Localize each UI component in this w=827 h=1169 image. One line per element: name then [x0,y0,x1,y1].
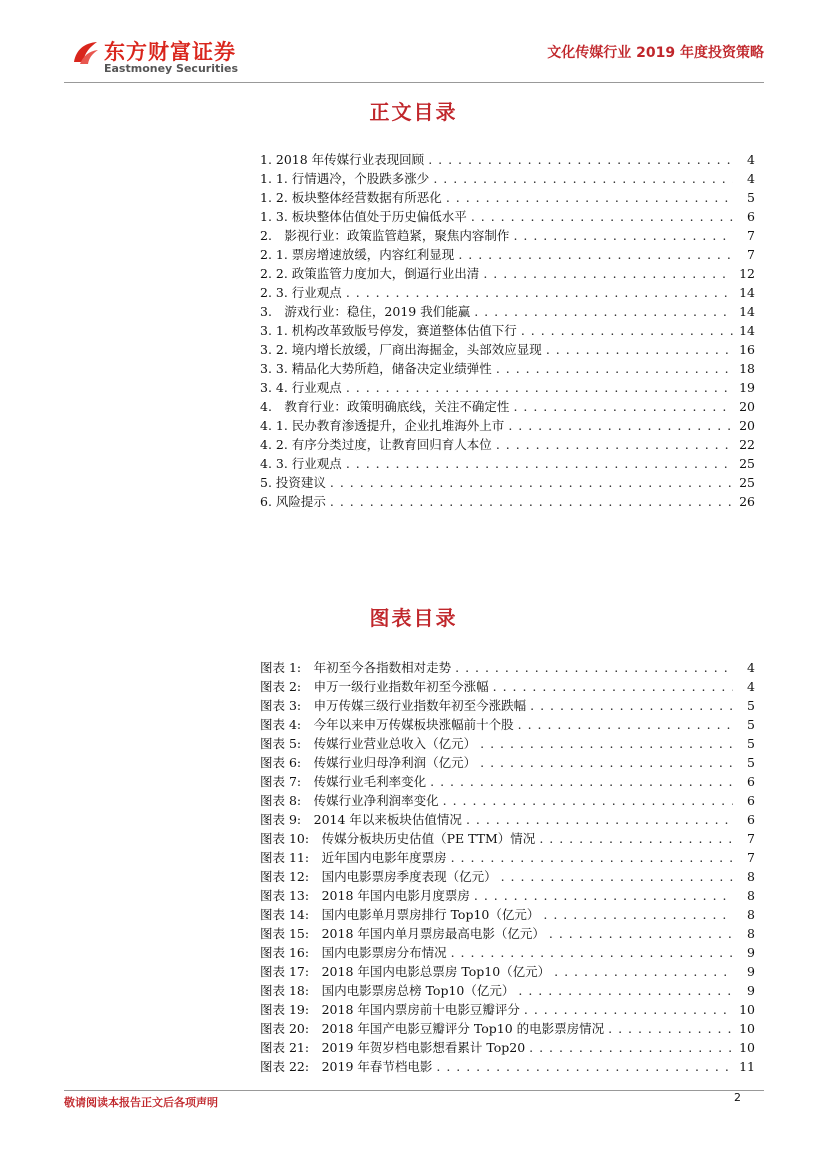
toc-entry-page-number: 25 [739,475,755,490]
figure-entry-page-number: 8 [747,907,755,922]
toc-entry[interactable] [260,207,755,226]
toc-entry-page-number: 14 [739,323,755,338]
dot-leader [549,924,733,943]
figure-entry[interactable] [260,734,755,753]
logo-chinese-name: 东方财富证券 [104,40,236,64]
toc-entry[interactable] [260,188,755,207]
toc-entry-text: 3. 3. 精品化大势所趋，储备决定业绩弹性 [260,361,492,376]
eastmoney-logo-icon [70,38,100,68]
dot-leader [480,753,733,772]
toc-entry-text: 1. 1. 行情遇冷，个股跌多涨少 [260,171,430,186]
figure-entry-page-number: 10 [739,1002,755,1017]
toc-entry[interactable] [260,473,755,492]
toc-entry[interactable] [260,454,755,473]
dot-leader [330,473,733,492]
dot-leader [436,1057,733,1076]
toc-entry-page-number: 5 [747,190,755,205]
dot-leader [518,981,733,1000]
toc-entry-text: 4. 1. 民办教育渗透提升，企业扎堆海外上市 [260,418,505,433]
figure-entry-text: 图表 13: 2018 年国内电影月度票房 [260,888,470,903]
dot-leader [483,264,733,283]
figure-entry-text: 图表 17: 2018 年国内电影总票房 Top10（亿元） [260,964,551,979]
dot-leader [554,962,733,981]
figure-entry[interactable] [260,962,755,981]
figure-entry-page-number: 6 [747,774,755,789]
toc-entry[interactable] [260,264,755,283]
toc-entry[interactable] [260,150,755,169]
figure-entry[interactable] [260,772,755,791]
figure-entry-text: 图表 18: 国内电影票房总榜 Top10（亿元） [260,983,515,998]
figure-entry-page-number: 10 [739,1021,755,1036]
dot-leader [543,905,733,924]
figure-entry-page-number: 10 [739,1040,755,1055]
dot-leader [346,378,733,397]
toc-entry[interactable] [260,416,755,435]
figure-entry-page-number: 5 [747,755,755,770]
figure-entry-page-number: 9 [747,983,755,998]
toc-entry-page-number: 22 [739,437,755,452]
dot-leader [496,435,733,454]
toc-list [260,150,755,511]
toc-entry-page-number: 18 [739,361,755,376]
dot-leader [496,359,733,378]
toc-entry-text: 5. 投资建议 [260,475,326,490]
figure-entry-page-number: 9 [747,945,755,960]
dot-leader [466,810,733,829]
dot-leader [458,245,733,264]
figure-entry[interactable] [260,696,755,715]
dot-leader [346,283,733,302]
page-number: 2 [734,1091,741,1104]
figure-entry-page-number: 5 [747,736,755,751]
dot-leader [471,207,733,226]
figures-title: 图表目录 [369,606,458,630]
dot-leader [608,1019,733,1038]
dot-leader [430,772,733,791]
toc-entry-page-number: 26 [739,494,755,509]
dot-leader [480,734,733,753]
figure-entry[interactable] [260,848,755,867]
figure-entry-text: 图表 21: 2019 年贺岁档电影想看累计 Top20 [260,1040,526,1055]
figure-entry-text: 图表 4: 今年以来申万传媒板块涨幅前十个股 [260,717,514,732]
toc-entry-page-number: 14 [739,304,755,319]
toc-entry-page-number: 25 [739,456,755,471]
figure-entry-text: 图表 20: 2018 年国产电影豆瓣评分 Top10 的电影票房情况 [260,1021,605,1036]
toc-entry-page-number: 4 [747,152,755,167]
dot-leader [508,416,733,435]
page-header [64,34,764,82]
figure-entry-text: 图表 10: 传媒分板块历史估值（PE TTM）情况 [260,831,536,846]
footer-divider [64,1090,764,1091]
dot-leader [501,867,733,886]
figure-entry[interactable] [260,1019,755,1038]
figure-entry-page-number: 6 [747,812,755,827]
toc-entry[interactable] [260,169,755,188]
toc-entry-page-number: 7 [747,247,755,262]
toc-entry-page-number: 7 [747,228,755,243]
toc-entry-text: 2. 3. 行业观点 [260,285,342,300]
figure-entry-page-number: 5 [747,717,755,732]
figure-entry-text: 图表 9: 2014 年以来板块估值情况 [260,812,462,827]
toc-entry[interactable] [260,492,755,511]
figure-entry-text: 图表 2: 申万一级行业指数年初至今涨幅 [260,679,489,694]
figure-entry-text: 图表 11: 近年国内电影年度票房 [260,850,447,865]
dot-leader [433,169,733,188]
figure-entry-text: 图表 16: 国内电影票房分布情况 [260,945,447,960]
toc-entry-page-number: 6 [747,209,755,224]
figure-entry-text: 图表 14: 国内电影单月票房排行 Top10（亿元） [260,907,540,922]
toc-entry-text: 6. 风险提示 [260,494,326,509]
figure-entry-text: 图表 8: 传媒行业净利润率变化 [260,793,439,808]
figure-entry[interactable] [260,791,755,810]
header-divider [64,82,764,83]
figure-entry-page-number: 11 [739,1059,755,1074]
figure-entry-page-number: 5 [747,698,755,713]
figure-entry-text: 图表 19: 2018 年国内票房前十电影豆瓣评分 [260,1002,520,1017]
figure-entry[interactable] [260,886,755,905]
dot-leader [513,226,733,245]
toc-entry-page-number: 16 [739,342,755,357]
figure-entry-text: 图表 5: 传媒行业营业总收入（亿元） [260,736,477,751]
figure-entry-page-number: 4 [747,660,755,675]
toc-entry-text: 4. 教育行业：政策明确底线，关注不确定性 [260,399,510,414]
dot-leader [529,1038,733,1057]
figure-entry-page-number: 6 [747,793,755,808]
dot-leader [530,696,733,715]
figure-entry-text: 图表 12: 国内电影票房季度表现（亿元） [260,869,497,884]
toc-entry[interactable] [260,340,755,359]
toc-entry-text: 3. 1. 机构改革致版号停发，赛道整体估值下行 [260,323,517,338]
toc-entry-text: 1. 3. 板块整体估值处于历史偏低水平 [260,209,467,224]
toc-entry-text: 4. 2. 有序分类过度，让教育回归育人本位 [260,437,492,452]
figure-entry[interactable] [260,1038,755,1057]
dot-leader [330,492,733,511]
toc-entry-text: 2. 影视行业：政策监管趋紧，聚焦内容制作 [260,228,510,243]
toc-entry[interactable] [260,435,755,454]
figure-entry[interactable] [260,924,755,943]
toc-entry[interactable] [260,302,755,321]
dot-leader [451,943,733,962]
toc-entry-page-number: 20 [739,418,755,433]
disclaimer-note: 敬请阅读本报告正文后各项声明 [64,1096,218,1109]
figure-entry[interactable] [260,943,755,962]
dot-leader [474,886,733,905]
figure-entry-page-number: 7 [747,831,755,846]
report-title: 文化传媒行业 2019 年度投资策略 [547,45,764,61]
figure-entry-page-number: 8 [747,869,755,884]
figure-entry[interactable] [260,677,755,696]
dot-leader [474,302,733,321]
toc-entry[interactable] [260,397,755,416]
toc-entry-text: 1. 2018 年传媒行业表现回顾 [260,152,425,167]
toc-title: 正文目录 [369,100,458,124]
toc-entry-page-number: 4 [747,171,755,186]
figure-entry-text: 图表 3: 申万传媒三级行业指数年初至今涨跌幅 [260,698,527,713]
figure-entry-text: 图表 6: 传媒行业归母净利润（亿元） [260,755,477,770]
dot-leader [428,150,733,169]
toc-entry-text: 2. 2. 政策监管力度加大，倒逼行业出清 [260,266,480,281]
toc-entry-text: 4. 3. 行业观点 [260,456,342,471]
figure-entry[interactable] [260,829,755,848]
figure-entry[interactable] [260,1000,755,1019]
figure-entry-page-number: 7 [747,850,755,865]
toc-entry-text: 3. 4. 行业观点 [260,380,342,395]
toc-entry-text: 1. 2. 板块整体经营数据有所恶化 [260,190,442,205]
toc-entry-page-number: 20 [739,399,755,414]
logo-english-name: Eastmoney Securities [104,62,239,75]
figure-entry[interactable] [260,753,755,772]
figures-list [260,658,755,1076]
toc-entry-text: 3. 2. 境内增长放缓，厂商出海掘金，头部效应显现 [260,342,542,357]
toc-entry-page-number: 19 [739,380,755,395]
figure-entry[interactable] [260,810,755,829]
dot-leader [493,677,733,696]
toc-entry-page-number: 12 [739,266,755,281]
dot-leader [546,340,733,359]
toc-entry[interactable] [260,283,755,302]
dot-leader [539,829,733,848]
toc-entry[interactable] [260,378,755,397]
toc-entry[interactable] [260,245,755,264]
figure-entry[interactable] [260,905,755,924]
figure-entry[interactable] [260,1057,755,1076]
dot-leader [346,454,733,473]
figure-entry-text: 图表 15: 2018 年国内单月票房最高电影（亿元） [260,926,545,941]
dot-leader [443,791,733,810]
figure-entry-text: 图表 22: 2019 年春节档电影 [260,1059,433,1074]
toc-entry-text: 2. 1. 票房增速放缓，内容红利显现 [260,247,455,262]
figure-entry-page-number: 9 [747,964,755,979]
figure-entry-page-number: 8 [747,926,755,941]
dot-leader [518,715,733,734]
figure-entry[interactable] [260,715,755,734]
figure-entry-page-number: 4 [747,679,755,694]
toc-entry[interactable] [260,359,755,378]
company-logo [70,34,270,78]
dot-leader [455,658,733,677]
dot-leader [521,321,733,340]
figure-entry-page-number: 8 [747,888,755,903]
dot-leader [446,188,733,207]
figure-entry-text: 图表 1: 年初至今各指数相对走势 [260,660,452,675]
figure-entry[interactable] [260,658,755,677]
toc-entry-page-number: 14 [739,285,755,300]
toc-entry[interactable] [260,226,755,245]
toc-entry-text: 3. 游戏行业：稳住，2019 我们能赢 [260,304,471,319]
figure-entry[interactable] [260,867,755,886]
toc-entry[interactable] [260,321,755,340]
dot-leader [513,397,733,416]
figure-entry[interactable] [260,981,755,1000]
figure-entry-text: 图表 7: 传媒行业毛利率变化 [260,774,427,789]
dot-leader [451,848,733,867]
dot-leader [524,1000,733,1019]
